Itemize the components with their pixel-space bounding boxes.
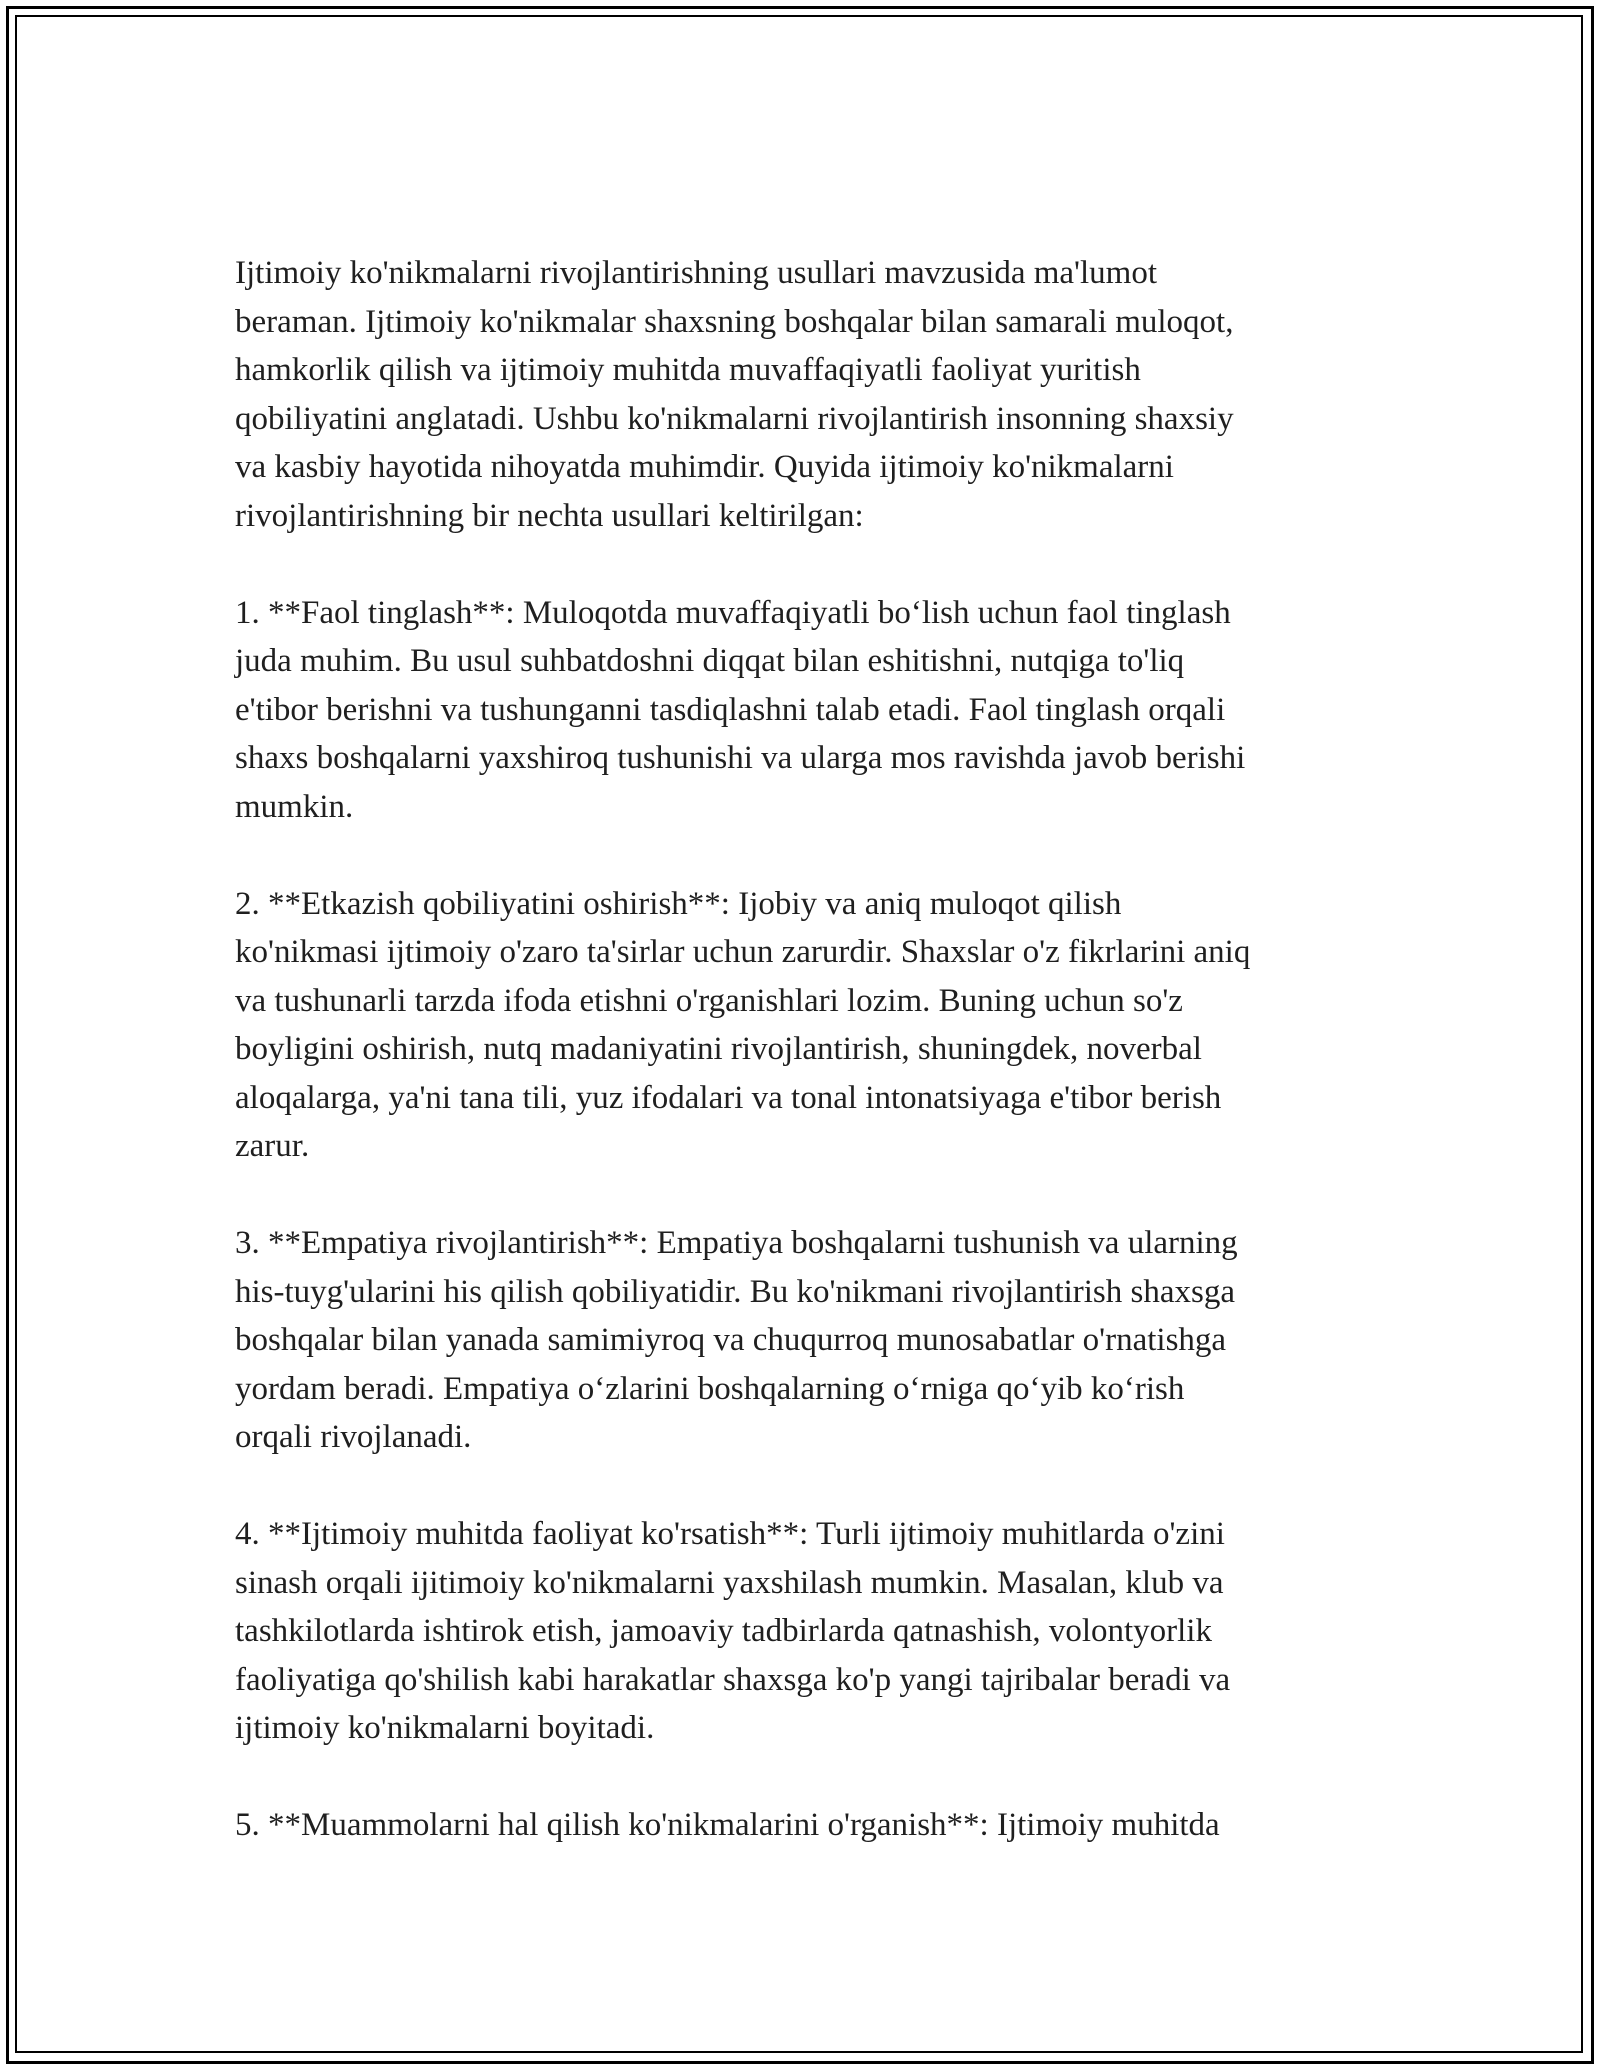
intro-paragraph: Ijtimoiy ko'nikmalarni rivojlantirishning usullari mavzusida ma'lumot beraman. Ijtimoiy ko'nikmalar shaxsning boshqalar bilan samarali muloqot, hamkorlik qilish va ijtimoiy muhitda muvaffaqiyatli faoliyat yuritish qobiliyatini anglatadi. Ushbu ko'nikmalarni rivojlantirish insonning shaxsiy va kasbiy hayotida nihoyatda muhimdir. Quyida ijtimoiy ko'nikmalarni rivojlantirishning bir nechta usullari keltirilgan: xyxy=(235,255,1234,534)
document-body xyxy=(235,249,1375,1850)
list-item-5-paragraph: 5. **Muammolarni hal qilish ko'nikmalarini o'rganish**: Ijtimoiy muhitda xyxy=(235,1807,1220,1843)
list-item-1-paragraph: 1. **Faol tinglash**: Muloqotda muvaffaqiyatli bo‘lish uchun faol tinglash juda muhim. Bu usul suhbatdoshni diqqat bilan eshitishni, nutqiga to'liq e'tibor berishni va tushunganni tasdiqlashni talab etadi. Faol tinglash orqali shaxs boshqalarni yaxshiroq tushunishi va ularga mos ravishda javob berishi mumkin. xyxy=(235,594,1246,825)
list-item-3-paragraph: 3. **Empatiya rivojlantirish**: Empatiya boshqalarni tushunish va ularning his-tuyg'ularini his qilish qobiliyatidir. Bu ko'nikmani rivojlantirish shaxsga boshqalar bilan yanada samimiyroq va chuqurroq munosabatlar o'rnatishga yordam beradi. Empatiya o‘zlarini boshqalarning o‘rniga qo‘yib ko‘rish orqali rivojlanadi. xyxy=(235,1225,1238,1455)
list-item-2-paragraph: 2. **Etkazish qobiliyatini oshirish**: Ijobiy va aniq muloqot qilish ko'nikmasi ijtimoiy o'zaro ta'sirlar uchun zarurdir. Shaxslar o'z fikrlarini aniq va tushunarli tarzda ifoda etishni o'rganishlari lozim. Buning uchun so'z boyligini oshirish, nutq madaniyatini rivojlantirish, shuningdek, noverbal aloqalarga, ya'ni tana tili, yuz ifodalari va tonal intonatsiyaga e'tibor berish zarur. xyxy=(235,885,1251,1164)
list-item-4-paragraph: 4. **Ijtimoiy muhitda faoliyat ko'rsatish**: Turli ijtimoiy muhitlarda o'zini sinash orqali ijitimoiy ko'nikmalarni yaxshilash mumkin. Masalan, klub va tashkilotlarda ishtirok etish, jamoaviy tadbirlarda qatnashish, volontyorlik faoliyatiga qo'shilish kabi harakatlar shaxsga ko'p yangi tajribalar beradi va ijtimoiy ko'nikmalarni boyitadi. xyxy=(235,1516,1231,1746)
